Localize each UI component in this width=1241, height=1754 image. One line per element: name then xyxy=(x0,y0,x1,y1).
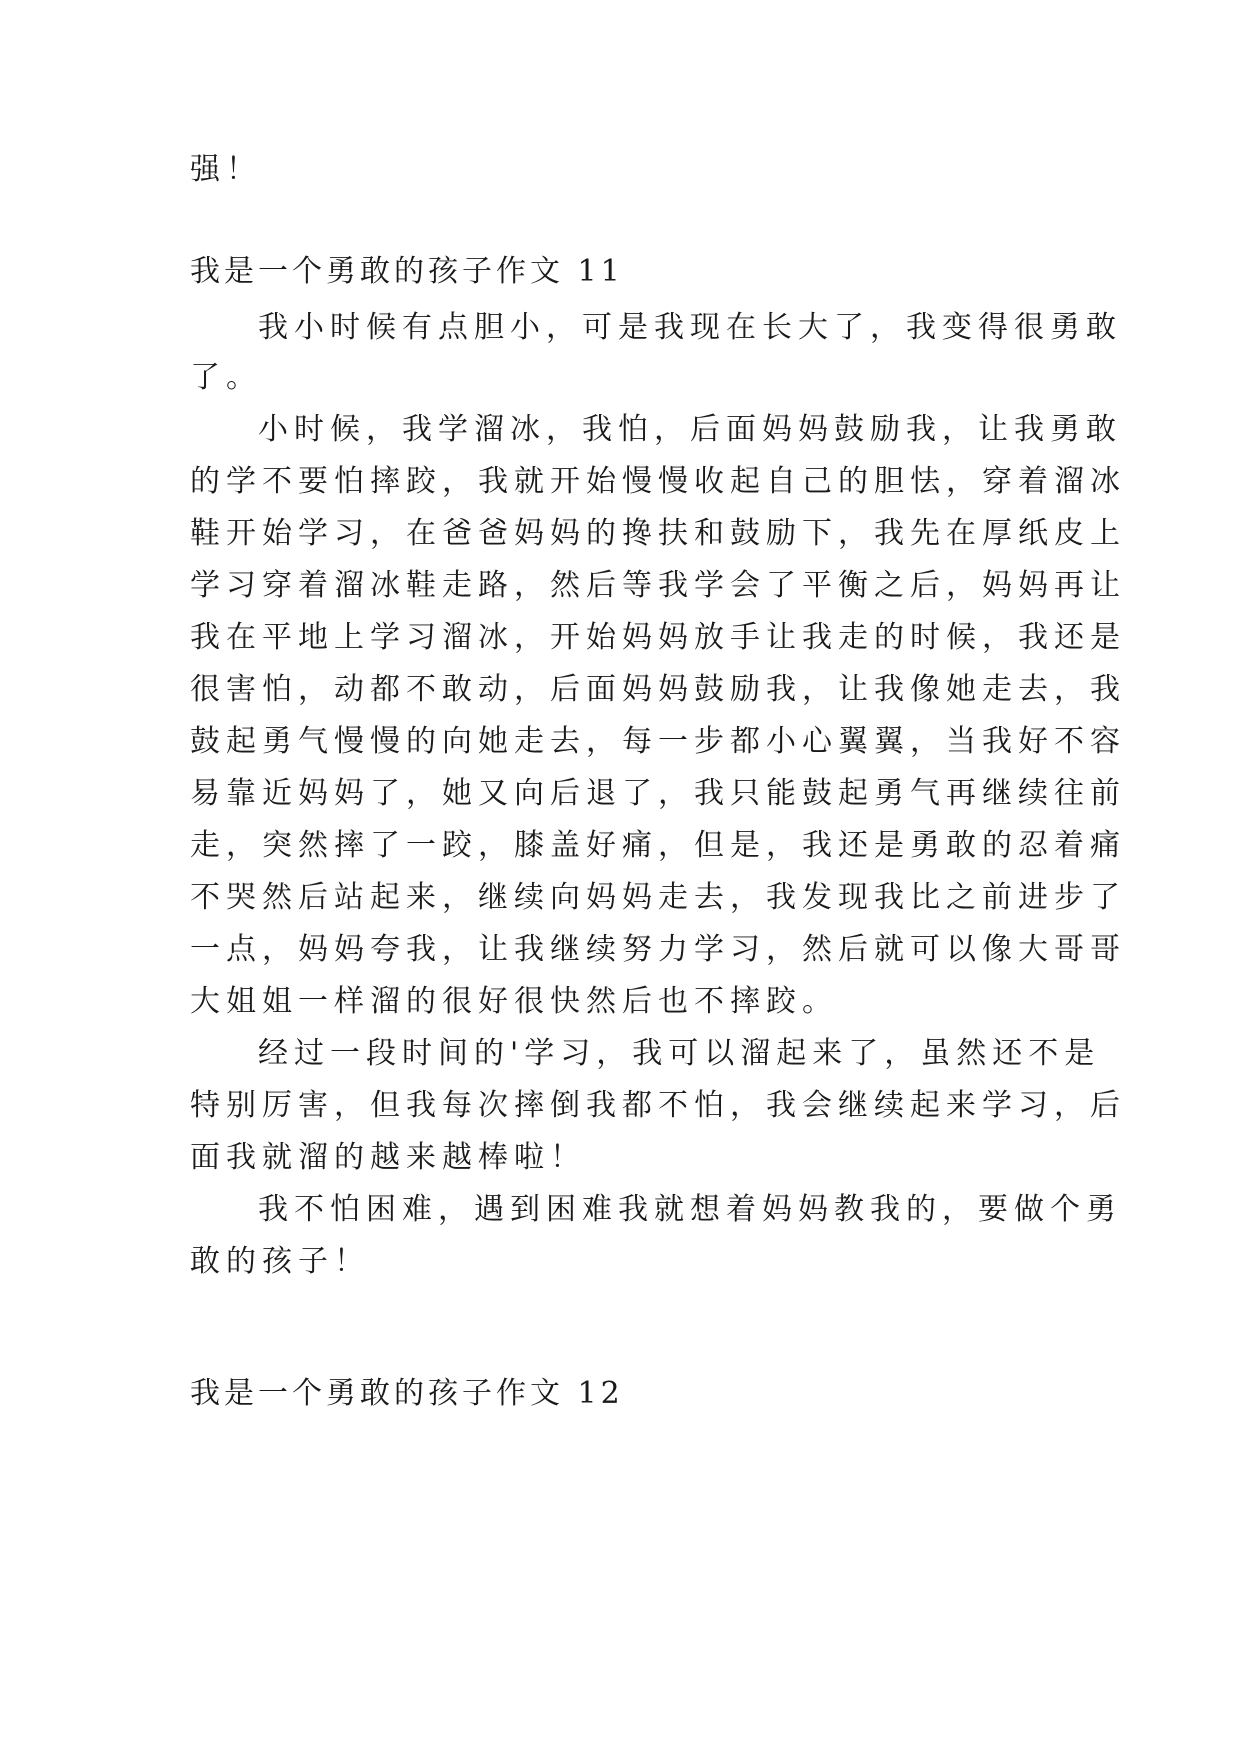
top-fragment-text: 强！ xyxy=(190,152,262,187)
paragraph-line: 特别厉害，但我每次摔倒我都不怕，我会继续起来学习，后 xyxy=(190,1088,1126,1123)
paragraph-line: 走，突然摔了一跤，膝盖好痛，但是，我还是勇敢的忍着痛 xyxy=(190,828,1126,863)
paragraph-line: 很害怕，动都不敢动，后面妈妈鼓励我，让我像她走去，我 xyxy=(190,672,1126,707)
paragraph-line: 不哭然后站起来，继续向妈妈走去，我发现我比之前进步了 xyxy=(190,880,1126,915)
paragraph-line: 一点，妈妈夸我，让我继续努力学习，然后就可以像大哥哥 xyxy=(190,932,1126,967)
paragraph-line: 鞋开始学习，在爸爸妈妈的搀扶和鼓励下，我先在厚纸皮上 xyxy=(190,516,1126,551)
paragraph-line: 面我就溜的越来越棒啦！ xyxy=(190,1140,586,1175)
paragraph-line: 鼓起勇气慢慢的向她走去，每一步都小心翼翼，当我好不容 xyxy=(190,724,1126,759)
paragraph-line: 我在平地上学习溜冰，开始妈妈放手让我走的时候，我还是 xyxy=(190,620,1126,655)
paragraph-line: 我不怕困难，遇到困难我就想着妈妈教我的，要做个勇 xyxy=(258,1192,1122,1227)
paragraph-line: 敢的孩子！ xyxy=(190,1244,370,1279)
paragraph-line: 学习穿着溜冰鞋走路，然后等我学会了平衡之后，妈妈再让 xyxy=(190,568,1126,603)
essay-12-heading: 我是一个勇敢的孩子作文 12 xyxy=(190,1376,624,1411)
paragraph-line: 大姐姐一样溜的很好很快然后也不摔跤。 xyxy=(190,984,838,1019)
paragraph-line: 易靠近妈妈了，她又向后退了，我只能鼓起勇气再继续往前 xyxy=(190,776,1126,811)
paragraph-line: 我小时候有点胆小，可是我现在长大了，我变得很勇敢 xyxy=(258,310,1122,345)
paragraph-line: 经过一段时间的'学习，我可以溜起来了，虽然还不是 xyxy=(258,1036,1101,1071)
paragraph-line: 的学不要怕摔跤，我就开始慢慢收起自己的胆怯，穿着溜冰 xyxy=(190,464,1126,499)
essay-11-heading: 我是一个勇敢的孩子作文 11 xyxy=(190,254,624,289)
paragraph-line: 了。 xyxy=(190,360,262,395)
paragraph-line: 小时候，我学溜冰，我怕，后面妈妈鼓励我，让我勇敢 xyxy=(258,412,1122,447)
